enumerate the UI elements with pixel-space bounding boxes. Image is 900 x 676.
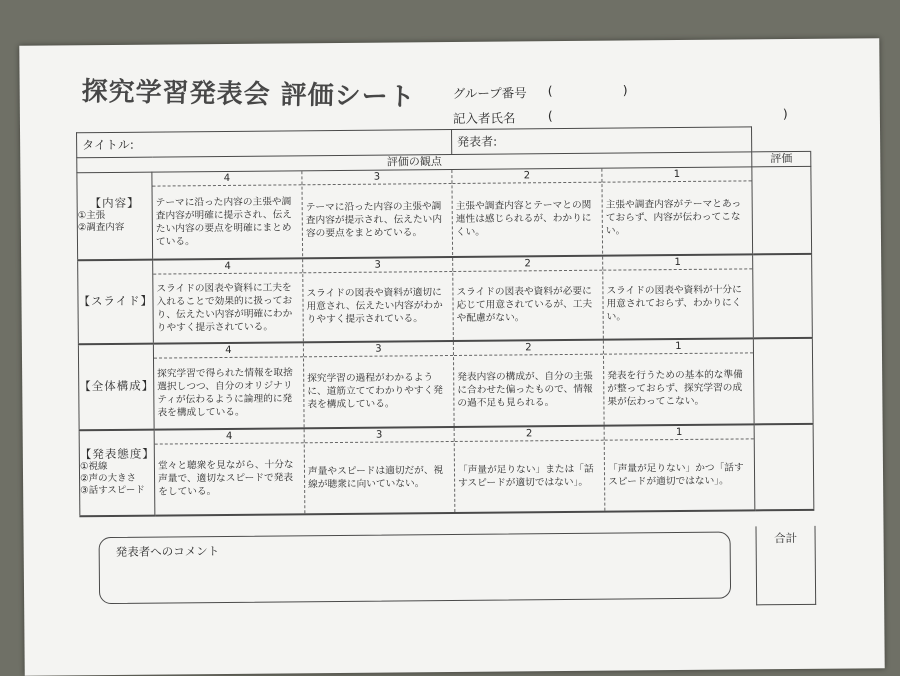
rubric-category-subitem: ③話すスピード — [80, 484, 145, 497]
rubric-level-description-text: 「声量が足りない」または「話すスピードが適切ではない」。 — [457, 463, 594, 489]
rubric-level — [301, 170, 452, 256]
rubric-level — [302, 257, 453, 340]
comment-box[interactable] — [99, 532, 732, 605]
rubric-level-score: 2 — [454, 340, 603, 355]
rubric-level-description — [303, 271, 453, 340]
rubric-level — [601, 167, 752, 253]
rubric-level-description — [604, 353, 754, 424]
rubric-level-description — [453, 270, 603, 339]
rubric-level-description-text: 堂々と聴衆を見ながら、十分な声量で、適切なスピードで発表をしている。 — [157, 459, 294, 498]
rubric-category-subitem: ①主張 — [77, 210, 106, 222]
evaluation-sheet — [19, 38, 884, 675]
rubric-category — [79, 429, 155, 516]
rubric-level-description — [304, 355, 454, 426]
sheet-title: 探究学習発表会 評価シート — [81, 76, 416, 113]
rubric-level — [304, 427, 455, 512]
rubric-row — [78, 253, 813, 343]
rubric-level-description-text: 声量やスピードは適切だが、視線が聴衆に向いていない。 — [307, 464, 444, 490]
rubric-category-title: 【全体構成】 — [79, 378, 155, 394]
rubric-level-score: 3 — [302, 170, 451, 185]
rubric-level-description-text: スライドの図表や資料に工夫を入れることで効果的に扱っており、伝えたい内容が明確にわかりやすく提示されている。 — [156, 281, 293, 334]
writer-open-paren: ( — [547, 108, 553, 124]
rubric-level-score: 3 — [305, 427, 454, 442]
rubric-level-description-text: 発表を行うための基本的な準備が整っておらず、探究学習の成果が伝わってこない。 — [607, 369, 743, 408]
rubric-category-subitem: ②声の大きさ — [80, 472, 137, 485]
criteria-header: 評価の観点 — [77, 152, 752, 173]
rubric-level — [453, 340, 604, 425]
rubric-level-description-text: スライドの図表や資料が十分に用意されておらず、わかりにくい。 — [606, 284, 742, 323]
rubric-level-description — [155, 443, 305, 514]
score-input-cell[interactable] — [754, 423, 814, 510]
score-input-cell[interactable] — [753, 337, 813, 424]
rubric-level — [454, 426, 605, 511]
rubric-level — [603, 339, 754, 424]
group-open-paren: ( — [547, 83, 553, 99]
writer-name-field — [452, 106, 788, 127]
rubric-level — [155, 429, 305, 514]
rubric-level-score: 3 — [304, 341, 453, 356]
rubric-level — [154, 343, 304, 428]
rubric-level-description-text: スライドの図表や資料が必要に応じて用意されているが、工夫や配慮がない。 — [456, 285, 593, 324]
score-input-cell[interactable] — [752, 166, 812, 254]
rubric-level-description — [603, 269, 753, 338]
rubric-level-description — [602, 181, 752, 253]
comment-label: 発表者へのコメント — [115, 544, 220, 559]
rubric-level-score: 4 — [152, 171, 301, 186]
rubric-table — [76, 126, 814, 517]
rubric-level-description-text: 発表内容の構成が、自分の主張に合わせた偏ったもので、情報の過不足も見られる。 — [457, 370, 593, 409]
group-close-paren: ) — [622, 82, 628, 98]
rubric-level-score: 2 — [452, 169, 601, 184]
score-input-cell[interactable] — [753, 253, 813, 338]
rubric-level-score: 1 — [602, 167, 751, 182]
rubric-level — [604, 425, 755, 510]
rubric-levels — [153, 338, 754, 429]
rubric-level-description-text: テーマに沿った内容の主張や調査内容が提示され、伝えたい内容の要点をまとめている。 — [305, 201, 443, 240]
rubric-level-description — [454, 354, 604, 425]
rubric-row — [77, 166, 812, 259]
rubric-level-description — [605, 439, 755, 510]
rubric-level-description — [153, 273, 303, 342]
rubric-category-title: 【発表態度】 — [79, 446, 155, 462]
rubric-level-description — [452, 183, 602, 255]
rubric-level-description-text: 主張や調査内容がテーマとあっておらず、内容が伝わってこない。 — [605, 198, 742, 237]
rubric-levels — [152, 167, 753, 259]
rubric-category-title: 【内容】 — [89, 195, 140, 211]
rubric-level-score: 1 — [604, 339, 753, 354]
rubric-level-description — [302, 184, 452, 256]
rubric-level-score: 1 — [603, 255, 752, 270]
rubric-category — [77, 172, 153, 260]
rubric-level-description-text: 主張や調査内容とテーマとの関連性は感じられるが、わかりにくい。 — [455, 199, 592, 238]
rubric-level-description — [455, 440, 605, 511]
group-number-field — [452, 82, 628, 102]
group-number-label: グループ番号 — [452, 85, 527, 101]
rubric-level-score: 1 — [605, 425, 754, 440]
rubric-category-subitem: ②調査内容 — [77, 222, 125, 234]
writer-close-paren: ) — [782, 106, 788, 122]
rubric-levels — [153, 254, 754, 343]
rubric-level-description-text: 探究学習の過程がわかるように、道筋立ててわかりやすく発表を構成している。 — [307, 372, 443, 411]
rubric-level-score: 4 — [155, 429, 304, 444]
rubric-level-score: 3 — [303, 257, 452, 272]
rubric-level-score: 2 — [455, 426, 604, 441]
rubric-category — [78, 259, 154, 344]
rubric-level-description — [153, 185, 303, 257]
blank-header-cell — [752, 126, 811, 152]
rubric-level-description-text: 「声量が足りない」かつ「話すスピードが適切ではない」。 — [607, 461, 744, 488]
rubric-level-score: 4 — [154, 343, 303, 358]
rubric-level — [451, 169, 602, 255]
rubric-level-score: 4 — [153, 259, 302, 274]
rubric-row — [79, 423, 814, 515]
total-label: 合計 — [774, 530, 798, 546]
rubric-level — [452, 256, 603, 339]
rubric-row — [78, 337, 813, 429]
rubric-level-score: 2 — [453, 256, 602, 271]
rubric-level-description — [305, 441, 455, 512]
rubric-level — [152, 171, 302, 257]
rubric-level — [303, 341, 454, 426]
rubric-level-description-text: テーマに沿った内容の主張や調査内容が明確に提示され、伝えたい内容の要点を明確にまとめている。 — [155, 195, 293, 248]
score-header: 評価 — [752, 151, 811, 167]
rubric-level — [602, 255, 753, 338]
rubric-category-subitem: ①視線 — [79, 461, 108, 473]
presenter-field-label: 発表者: — [457, 134, 498, 149]
title-field-label: タイトル: — [77, 130, 452, 157]
rubric-level-description-text: 探究学習で得られた情報を取捨選択しつつ、自分のオリジナリティが伝わるように論理的に発表を構成している。 — [157, 366, 293, 419]
total-box[interactable] — [755, 526, 816, 606]
writer-name-label: 記入者氏名 — [452, 110, 516, 126]
rubric-level — [153, 259, 303, 342]
rubric-levels — [154, 424, 755, 515]
rubric-category-title: 【スライド】 — [78, 293, 154, 309]
rubric-level-description-text: スライドの図表や資料が適切に用意され、伝えたい内容がわかりやすく提示されている。 — [306, 287, 443, 326]
rubric-category — [78, 343, 154, 430]
rubric-level-description — [154, 357, 304, 428]
